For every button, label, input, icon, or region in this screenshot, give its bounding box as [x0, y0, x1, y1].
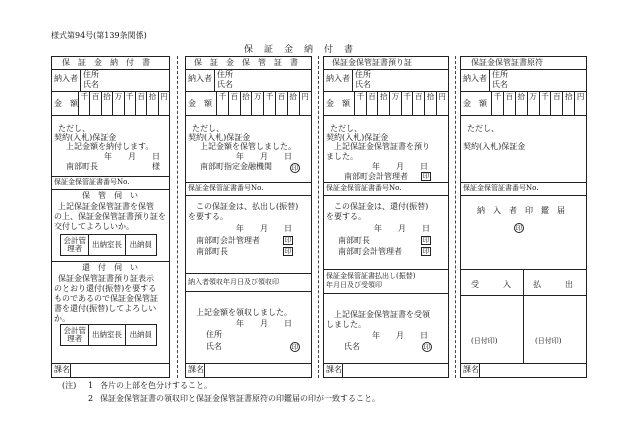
- address-label: 住所: [83, 70, 99, 79]
- approval-stamp-box: 会計管理者 出納室長 出納員: [60, 324, 157, 346]
- payer-label: 納入者: [54, 74, 78, 83]
- note-1: 各片の上部を色分けすること。: [100, 381, 212, 390]
- notes-label: (注): [62, 381, 77, 390]
- keep-request-title: 保 管 伺 い: [82, 191, 138, 200]
- deposit-payment-slip: 保 証 金 納 付 書 納入者 住所 氏名 金 額 千 百 拾 万 千 百 拾 円 ただし、 契約(入札)保証金 上記金額を納付します。 年 月 日 南部町長 様 保証金保管証書番号No. 保 管 伺 い 上記保証金保管証書を保管 の上、保証金保管証書預り証を 交付してよろしいか。 会計管理者 出納室長 出納員 還 付 伺 い 保証金保管証書預り証表示 のとおり還付(振替)を要する ものであるので保証金保管証 書を還付(振替)してよろしい か。 会計管理者 出納室長 出納員 課名: [51, 56, 170, 378]
- custody-certificate-receipt: 保証金保管証書預り証 納入者 住所 氏名 金 額 千 百 拾 万 千 百 拾 円 ただし、 契約(入札)保証金 上記保証金保管証書を預り ました。 年 月 日 南部町会計管理者 印 保証金保管証書番号No. この保証金は、還付(振替) を要する。 年 月 日 南部町長 印 南部町会計管理者 印 保証金保管証書払出し(振替) 年月日及び受領印 上記保証金保管証書を受領 しました。 年 月 日 氏名 印 課名: [323, 56, 449, 378]
- date-stamp-label: (日付印): [535, 337, 562, 345]
- main-title: 保 証 金 納 付 書: [244, 45, 355, 55]
- cut-line: [455, 56, 456, 378]
- cut-line: [318, 56, 319, 378]
- amount-digit-cells: 千 百 拾 万 千 百 拾 円: [491, 91, 586, 115]
- seal-registration-title: 納 入 者 印 鑑 届: [477, 206, 565, 215]
- section-label: 課名: [54, 365, 70, 374]
- seal-icon: 印: [422, 236, 430, 244]
- slip-title: 保証金保管証書原符: [471, 58, 543, 67]
- amount-digit-cells: 千 百 拾 万 千 百 拾 円: [354, 91, 448, 115]
- slip-title: 保証金保管証書預り証: [332, 58, 412, 67]
- cut-line: [177, 56, 178, 378]
- seal-icon: 印: [284, 247, 292, 255]
- form-number: 様式第94号(第139条関係): [51, 31, 147, 40]
- seal-icon: 印: [515, 224, 523, 232]
- note-2: 保証金保管証書の領収印と保証金保管証書原符の印鑑届の印が一致すること。: [100, 394, 380, 403]
- return-request-title: 還 付 伺 い: [82, 263, 138, 272]
- seal-icon: 印: [291, 343, 299, 351]
- deposit-custody-certificate: 保 証 金 保 管 証 書 納入者 住所 氏名 金 額 千 百 拾 万 千 百 拾 円 ただし、 契約(入札)保証金 上記金額を保管しました。 年 月 日 南部町指定金融機関 印 保証金保管証書番号No. この保証金は、払出し(振替) を要する。 年 月 日 南部町会計管理者 印 南部町長 印 納入者領収年月日及び領収印 上記金額を領収しました。 年 月 日 住所 氏名 印 課名: [185, 56, 312, 378]
- seal-icon: 印: [423, 343, 431, 351]
- approval-stamp-box: 会計管理者 出納室長 出納員: [60, 234, 157, 256]
- cert-number-label: 保証金保管証書番号No.: [54, 178, 130, 186]
- amount-digit-cells: 千 百 拾 万 千 百 拾 円: [216, 91, 310, 115]
- custody-certificate-stub: 保証金保管証書原符 納入者 住所 氏名 金 額 千 百 拾 万 千 百 拾 円 ただし、 契約(入札)保証金 保証金保管証書番号No. 納 入 者 印 鑑 届 印 受 入 払 出 (日付印) (日付印) 課名: [460, 56, 587, 378]
- seal-icon: 印: [422, 172, 430, 180]
- slip-title: 保 証 金 保 管 証 書: [194, 58, 298, 67]
- amount-label: 金 額: [54, 99, 78, 108]
- date-stamp-label: (日付印): [471, 337, 498, 345]
- slip-title: 保 証 金 納 付 書: [62, 58, 150, 67]
- seal-icon: 印: [284, 236, 292, 244]
- amount-digit-cells: 千 百 拾 万 千 百 拾 円: [78, 91, 169, 115]
- seal-icon: 印: [291, 164, 299, 172]
- seal-icon: 印: [422, 247, 430, 255]
- name-label: 氏名: [83, 80, 99, 89]
